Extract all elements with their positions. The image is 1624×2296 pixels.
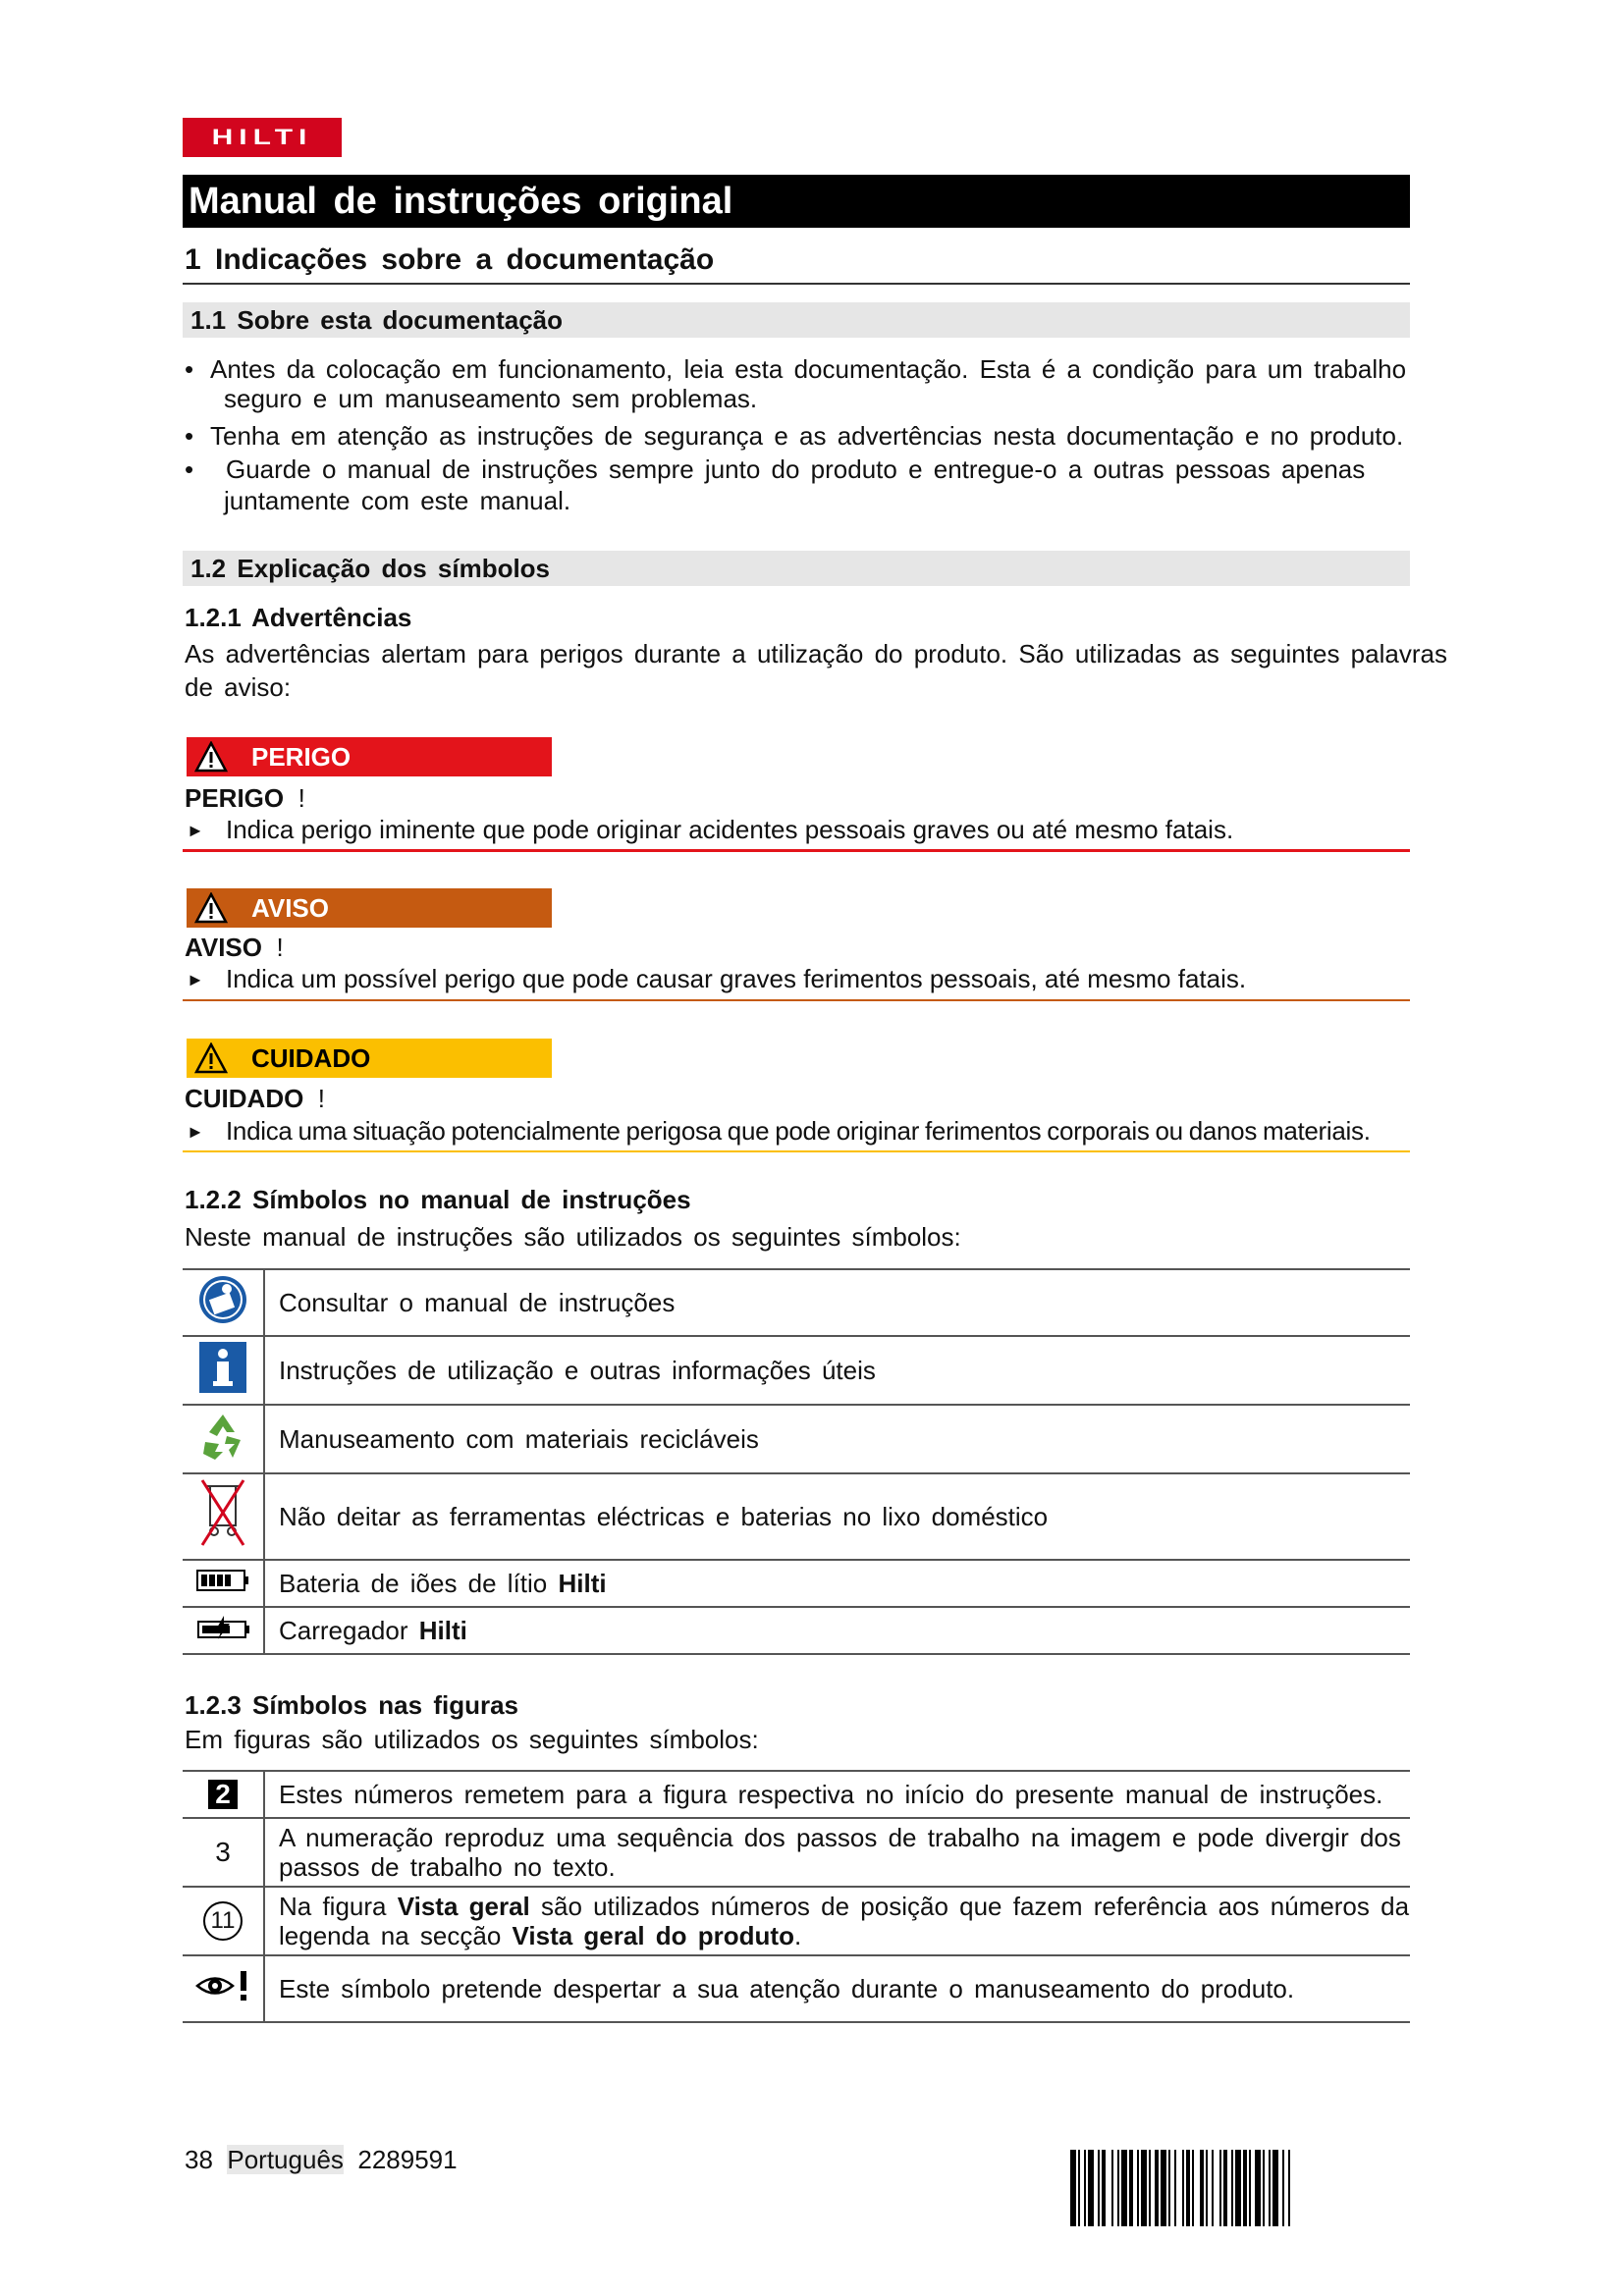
- section-1-heading: 1 Indicações sobre a documentação: [185, 243, 715, 276]
- crossed-bin-icon: [183, 1473, 264, 1560]
- battery-icon: [183, 1560, 264, 1607]
- recycle-icon: [183, 1405, 264, 1473]
- position-number-icon: 11: [183, 1887, 264, 1955]
- page-title: Manual de instruções original: [183, 175, 1410, 228]
- symbol-description: Este símbolo pretende despertar a sua atenção durante o manuseamento do produto.: [264, 1955, 1410, 2022]
- table-row: [183, 1269, 1410, 1336]
- section-1-2-2-heading: 1.2.2 Símbolos no manual de instruções: [185, 1185, 691, 1214]
- bullet-dot: •: [185, 421, 194, 451]
- arrow-icon: ►: [187, 821, 204, 840]
- figure-symbols-table: [183, 1770, 1410, 2023]
- divider: [183, 283, 1410, 285]
- warning-label: AVISO: [251, 893, 329, 923]
- section-1-1-heading: 1.1 Sobre esta documentação: [183, 302, 1410, 338]
- intro-text: de aviso:: [185, 672, 292, 702]
- eye-attention-icon: [183, 1955, 264, 2022]
- section-1-2-1-heading: 1.2.1 Advertências: [185, 603, 412, 632]
- bullet-text: seguro e um manuseamento sem problemas.: [224, 384, 758, 413]
- danger-label-bar: [187, 737, 552, 776]
- bullet-text: Antes da colocação em funcionamento, leia esta documentação. Esta é a condição para um trabalho: [210, 354, 1407, 384]
- bullet-text: Guarde o manual de instruções sempre junto do produto e entregue-o a outras pessoas apenas: [226, 454, 1366, 484]
- symbols-table: [183, 1268, 1410, 1655]
- symbol-description: Consultar o manual de instruções: [264, 1269, 1410, 1336]
- arrow-icon: ►: [187, 1122, 204, 1142]
- hilti-logo: HILTI: [183, 118, 342, 157]
- bullet-text: juntamente com este manual.: [224, 486, 571, 515]
- table-row: [183, 1771, 1410, 1818]
- danger-text: Indica perigo iminente que pode originar acidentes pessoais graves ou até mesmo fatais.: [226, 815, 1234, 844]
- intro-text: As advertências alertam para perigos durante a utilização do produto. São utilizadas as seguintes palavras: [185, 639, 1447, 668]
- page-footer: 38 Português 2289591: [185, 2145, 458, 2174]
- caution-underline: [183, 1150, 1410, 1152]
- table-row: [183, 1473, 1410, 1560]
- symbol-description: Estes números remetem para a figura respectiva no início do presente manual de instruções.: [264, 1771, 1410, 1818]
- table-row: [183, 1818, 1410, 1887]
- info-icon: [183, 1336, 264, 1405]
- symbol-description: Manuseamento com materiais recicláveis: [264, 1405, 1410, 1473]
- warning-triangle-icon: [194, 892, 228, 924]
- figure-number-icon: 2: [183, 1771, 264, 1818]
- danger-underline: [183, 849, 1410, 852]
- symbol-description: Instruções de utilização e outras informações úteis: [264, 1336, 1410, 1405]
- danger-signal-word: PERIGO !: [185, 783, 305, 813]
- table-row: [183, 1336, 1410, 1405]
- symbol-description: Bateria de iões de lítio Hilti: [264, 1560, 1410, 1607]
- bullet-dot: •: [185, 454, 194, 484]
- caution-text: Indica uma situação potencialmente perigosa que pode originar ferimentos corporais ou danos materiais.: [226, 1116, 1371, 1146]
- arrow-icon: ►: [187, 970, 204, 989]
- warning-underline: [183, 999, 1410, 1001]
- symbol-description: Carregador Hilti: [264, 1607, 1410, 1654]
- table-row: [183, 1887, 1410, 1955]
- bullet-dot: •: [185, 354, 194, 384]
- symbol-description: Não deitar as ferramentas eléctricas e baterias no lixo doméstico: [264, 1473, 1410, 1560]
- intro-text: Neste manual de instruções são utilizados os seguintes símbolos:: [185, 1222, 961, 1252]
- caution-label-bar: [187, 1039, 552, 1078]
- barcode: [1070, 2150, 1410, 2226]
- warning-label-bar: [187, 888, 552, 928]
- step-number-icon: 3: [183, 1818, 264, 1887]
- symbol-description: Na figura Vista geral são utilizados números de posição que fazem referência aos números da legenda na secção Vista geral do produto.: [264, 1887, 1410, 1955]
- warning-text: Indica um possível perigo que pode causar graves ferimentos pessoais, até mesmo fatais.: [226, 964, 1247, 993]
- charger-icon: [183, 1607, 264, 1654]
- warning-triangle-icon: [194, 741, 228, 773]
- warning-triangle-icon: [194, 1042, 228, 1074]
- intro-text: Em figuras são utilizados os seguintes símbolos:: [185, 1725, 759, 1754]
- table-row: [183, 1607, 1410, 1654]
- section-1-2-3-heading: 1.2.3 Símbolos nas figuras: [185, 1690, 518, 1720]
- caution-signal-word: CUIDADO !: [185, 1084, 326, 1113]
- bullet-text: Tenha em atenção as instruções de segurança e as advertências nesta documentação e no produto.: [210, 421, 1404, 451]
- read-manual-icon: [183, 1269, 264, 1336]
- caution-label: CUIDADO: [251, 1043, 371, 1073]
- table-row: [183, 1405, 1410, 1473]
- section-1-2-heading: 1.2 Explicação dos símbolos: [183, 551, 1410, 586]
- warning-signal-word: AVISO !: [185, 933, 284, 962]
- danger-label: PERIGO: [251, 742, 352, 772]
- table-row: [183, 1955, 1410, 2022]
- symbol-description: A numeração reproduz uma sequência dos passos de trabalho na imagem e pode divergir dos passos de trabalho no texto.: [264, 1818, 1410, 1887]
- table-row: [183, 1560, 1410, 1607]
